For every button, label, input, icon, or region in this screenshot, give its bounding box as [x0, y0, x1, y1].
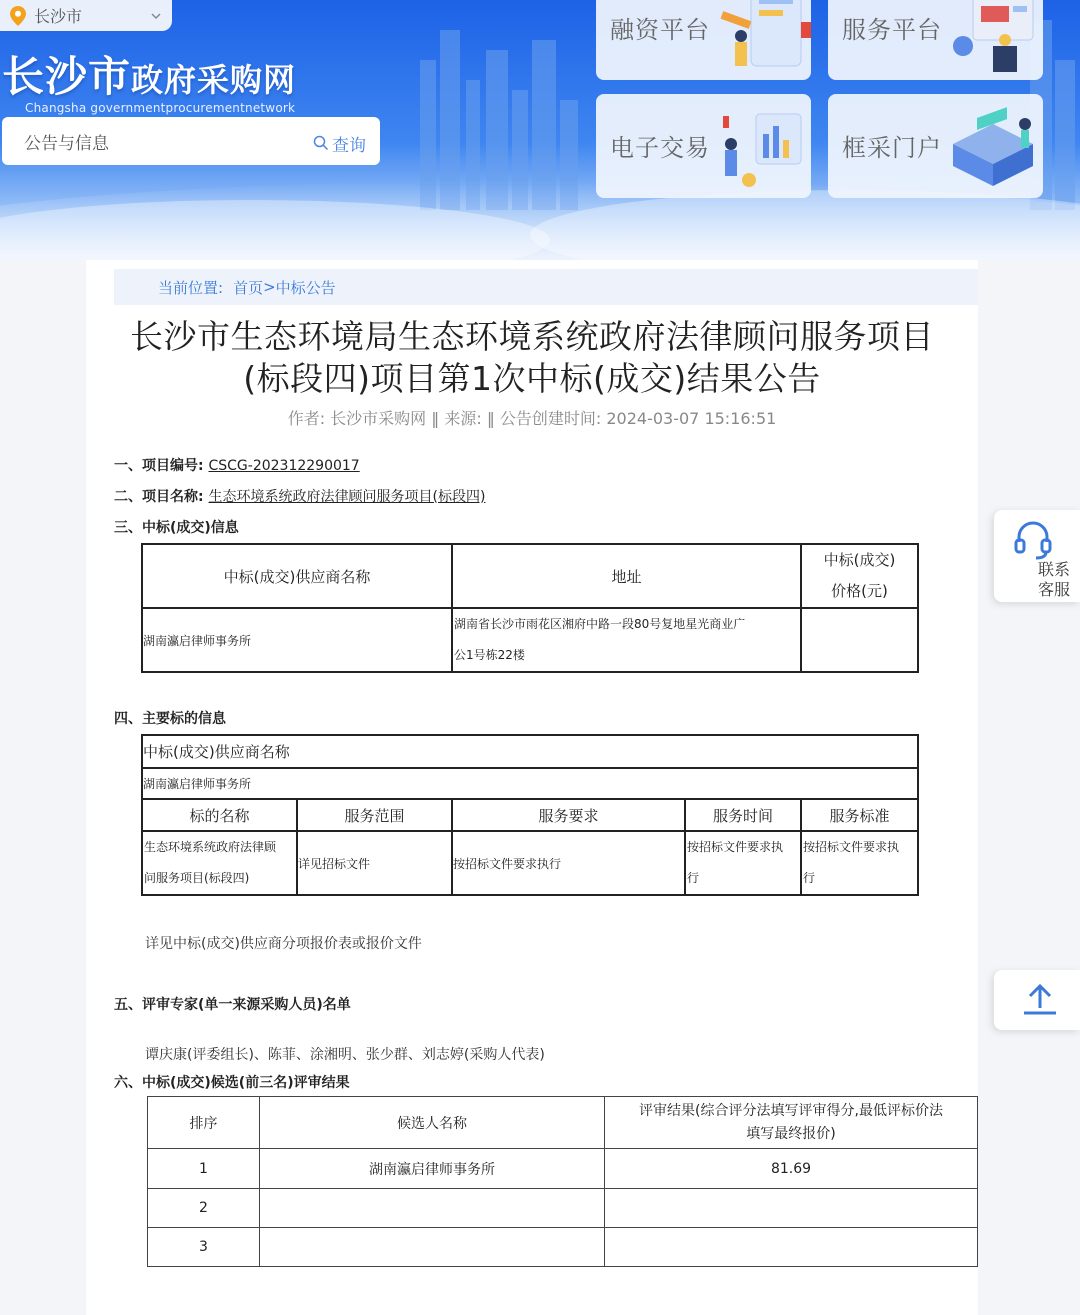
portal-illustration-icon [933, 94, 1043, 198]
col-header-price-l2: 价格(元) [831, 582, 888, 600]
search-bar[interactable] [2, 117, 380, 165]
contact-label-l2: 客服 [1037, 580, 1070, 599]
table-row [142, 608, 918, 672]
section-ranking: 六、中标(成交)候选(前三名)评审结果 [114, 1075, 350, 1091]
table-header-row [142, 799, 918, 831]
col-header-requirement: 服务要求 [452, 799, 685, 831]
cell-standard-l2: 行 [803, 871, 816, 885]
table-header-row [148, 1097, 978, 1149]
col-header-result [605, 1097, 978, 1149]
col-header-result-l2: 填写最终报价) [746, 1125, 836, 1142]
cell-candidate [260, 1228, 605, 1267]
col-header-subject-name: 标的名称 [142, 799, 297, 831]
section-project-name [114, 486, 485, 506]
breadcrumb-current[interactable]: 中标公告 [275, 278, 336, 297]
cell-candidate [260, 1189, 605, 1228]
cell-subject-name-l2: 问服务项目(标段四) [144, 871, 250, 885]
search-button[interactable] [313, 131, 366, 156]
cell-time-l1: 按招标文件要求执 [687, 840, 784, 854]
col-header-scope: 服务范围 [297, 799, 452, 831]
cell-rank: 3 [148, 1228, 260, 1267]
city-name: 长沙市 [34, 7, 83, 26]
article-card [86, 260, 978, 1315]
tile-label: 服务平台 [842, 16, 942, 44]
experts-list: 谭庆康(评委组长)、陈菲、涂湘明、张少群、刘志婷(采购人代表) [145, 1047, 545, 1063]
section-experts: 五、评审专家(单一来源采购人员)名单 [114, 997, 351, 1013]
cell-standard-l1: 按招标文件要求执 [803, 840, 900, 854]
subject-table [141, 734, 919, 896]
section-label: 二、项目名称: [114, 489, 204, 505]
site-subtitle: Changsha governmentprocurementnetwork [25, 101, 296, 115]
table-row [148, 1228, 978, 1267]
search-input[interactable]: 公告与信息 [24, 133, 109, 154]
location-pin-icon [10, 6, 26, 26]
section-subject-info: 四、主要标的信息 [114, 711, 226, 727]
col-header-price [801, 544, 918, 608]
cell-price [801, 608, 918, 672]
cell-address [452, 608, 801, 672]
table-row [148, 1149, 978, 1189]
col-header-time: 服务时间 [685, 799, 801, 831]
site-title [2, 44, 296, 104]
cell-rank: 1 [148, 1149, 260, 1189]
breadcrumb-home-link[interactable]: 首页 [233, 278, 264, 297]
tile-label: 融资平台 [610, 16, 710, 44]
cell-supplier: 湖南瀛启律师事务所 [142, 608, 452, 672]
section-label: 一、项目编号: [114, 458, 204, 474]
breadcrumb-separator: > [263, 278, 276, 296]
site-title-main: 长沙市 [2, 52, 132, 101]
tile-e-trading[interactable] [596, 94, 811, 198]
article-meta: 作者: 长沙市采购网 ‖ 来源: ‖ 公告创建时间: 2024-03-07 15:16:51 [287, 409, 777, 428]
cell-subject-name-l1: 生态环境系统政府法律顾 [144, 840, 277, 854]
tile-financing-platform[interactable] [596, 0, 811, 80]
col-header-address: 地址 [452, 544, 801, 608]
table-header-row [142, 544, 918, 608]
search-button-label: 查询 [332, 135, 366, 156]
breadcrumb [114, 269, 978, 305]
ranking-table [147, 1096, 978, 1267]
col-header-result-l1: 评审结果(综合评分法填写评审得分,最低评标价法 [639, 1102, 943, 1119]
cell-candidate: 湖南瀛启律师事务所 [260, 1149, 605, 1189]
tile-label: 框采门户 [842, 134, 942, 162]
project-number-value: CSCG-202312290017 [208, 458, 360, 474]
financing-illustration-icon [701, 0, 811, 80]
col-header-standard: 服务标准 [801, 799, 918, 831]
subject-note: 详见中标(成交)供应商分项报价表或报价文件 [145, 936, 422, 952]
tile-label: 电子交易 [610, 134, 710, 162]
cell-requirement: 按招标文件要求执行 [452, 831, 685, 895]
cell-scope: 详见招标文件 [297, 831, 452, 895]
tile-service-platform[interactable] [828, 0, 1043, 80]
contact-service-label [1030, 560, 1070, 600]
city-selector[interactable] [0, 0, 172, 31]
cell-address-l1: 湖南省长沙市雨花区湘府中路一段80号复地星光商业广 [454, 617, 746, 631]
article-title-line1: 长沙市生态环境局生态环境系统政府法律顾问服务项目 [130, 317, 934, 356]
award-table [141, 543, 919, 673]
site-header [0, 0, 1080, 260]
cell-result [605, 1189, 978, 1228]
cell-rank: 2 [148, 1189, 260, 1228]
project-name-value: 生态环境系统政府法律顾问服务项目(标段四) [208, 489, 486, 505]
cell-address-l2: 公1号栋22楼 [454, 648, 525, 662]
col-header-supplier: 中标(成交)供应商名称 [142, 735, 918, 768]
cell-result [605, 1228, 978, 1267]
breadcrumb-label: 当前位置: [158, 278, 224, 297]
table-row [142, 768, 918, 799]
contact-service-button[interactable] [994, 510, 1080, 602]
tile-framework-procurement-portal[interactable] [828, 94, 1043, 198]
col-header-candidate: 候选人名称 [260, 1097, 605, 1149]
arrow-up-icon [1022, 980, 1058, 1016]
article-title-line2: (标段四)项目第1次中标(成交)结果公告 [243, 359, 821, 398]
section-project-number [114, 455, 360, 475]
table-header-row [142, 735, 918, 768]
cell-time-l2: 行 [687, 871, 700, 885]
section-award-info: 三、中标(成交)信息 [114, 520, 239, 536]
site-title-rest: 政府采购网 [131, 61, 297, 99]
contact-label-l1: 联系 [1037, 560, 1070, 579]
table-row [148, 1189, 978, 1228]
article-title [86, 316, 978, 400]
cell-result: 81.69 [605, 1149, 978, 1189]
cell-supplier: 湖南瀛启律师事务所 [142, 768, 918, 799]
col-header-supplier: 中标(成交)供应商名称 [142, 544, 452, 608]
cell-standard [801, 831, 918, 895]
table-row [142, 831, 918, 895]
search-icon [313, 135, 329, 151]
cell-subject-name [142, 831, 297, 895]
back-to-top-button[interactable] [994, 970, 1080, 1030]
headset-icon [1012, 518, 1054, 560]
chevron-down-icon [150, 10, 162, 22]
cell-time [685, 831, 801, 895]
col-header-price-l1: 中标(成交) [823, 551, 896, 569]
e-trading-illustration-icon [701, 94, 811, 198]
service-illustration-icon [933, 0, 1043, 80]
col-header-rank: 排序 [148, 1097, 260, 1149]
